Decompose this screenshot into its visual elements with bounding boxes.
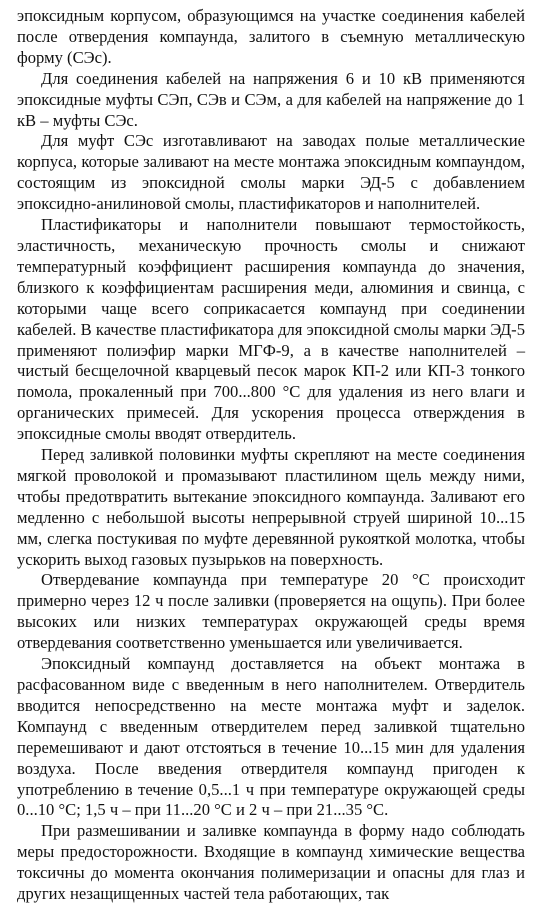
paragraph-4: Пластификаторы и наполнители повышают термостойкость, эластичность, механическую прочность смолы и снижают температурный коэффициент расширения компаунда до значения, близкого к коэффициентам расширения меди, алюминия и свинца, с которыми чаще всего соприкасается компаунд при соединении кабелей. В качестве пластификатора для эпоксидной смолы марки ЭД-5 применяют полиэфир марки МГФ-9, а в качестве наполнителей – чистый бесщелочной кварцевый песок марок КП-2 или КП-3 тонкого помола, прокаленный при 700...800 °С для удаления из него влаги и органических примесей. Для ускорения процесса отверждения в эпоксидные смолы вводят отвердитель. [17,215,525,444]
paragraph-5: Перед заливкой половинки муфты скрепляют на месте соединения мягкой проволокой и промазывают пластилином щель между ними, чтобы предотвратить вытекание эпоксидного компаунда. Заливают его медленно с небольшой высоты непрерывной струей шириной 10...15 мм, слегка постукивая по муфте деревянной рукояткой молотка, чтобы ускорить выход газовых пузырьков на поверхность. [17,445,525,569]
paragraph-3: Для муфт СЭс изготавливают на заводах полые металлические корпуса, которые заливают на месте монтажа эпоксидным компаундом, состоящим из эпоксидной смолы марки ЭД-5 с добавлением эпоксидно-анилиновой смолы, пластификаторов и наполнителей. [17,131,525,214]
paragraph-7: Эпоксидный компаунд доставляется на объект монтажа в расфасованном виде с введенным в него наполнителем. Отвердитель вводится непосредственно на месте монтажа муфт и заделок. Компаунд с введенным отвердителем перед заливкой тщательно перемешивают и дают отстояться в течение 10...15 мин для удаления воздуха. После введения отвердителя компаунд пригоден к употреблению в течение 0,5...1 ч при температуре окружающей среды 0...10 °С; 1,5 ч – при 11...20 °С и 2 ч – при 21...35 °С. [17,654,525,820]
paragraph-6: Отвердевание компаунда при температуре 20 °С происходит примерно через 12 ч после заливки (проверяется на ощупь). При более высоких или низких температурах окружающей среды время отвердевания соответственно уменьшается или увеличивается. [17,570,525,653]
paragraph-8: При размешивании и заливке компаунда в форму надо соблюдать меры предосторожности. Входящие в компаунд химические вещества токсичны до момента окончания полимеризации и опасны для глаз и других незащищенных частей тела работающих, так [17,821,525,904]
paragraph-1: эпоксидным корпусом, образующимся на участке соединения кабелей после отвердения компаунда, залитого в съемную металлическую форму (СЭс). [17,6,525,67]
paragraph-2: Для соединения кабелей на напряжения 6 и 10 кВ применяются эпоксидные муфты СЭп, СЭв и СЭм, а для кабелей на напряжение до 1 кВ – муфты СЭс. [17,68,525,130]
